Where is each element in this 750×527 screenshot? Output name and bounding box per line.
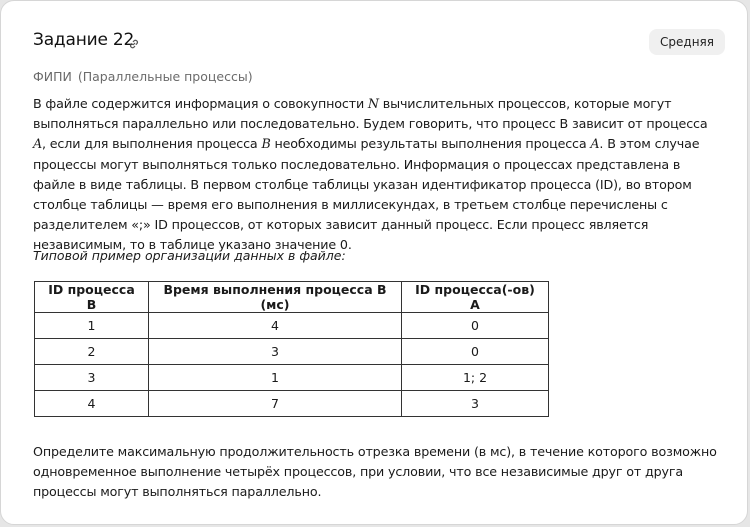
cell-deps: 3 [402,391,549,417]
cell-deps: 0 [402,313,549,339]
link-icon[interactable] [128,35,140,47]
description-text: . В этом случае процессы могут выполняться только последовательно. Информация о процессах представлена в файле в виде таблицы. В первом столбце таблицы указан идентификатор процесса (ID), во втором столбце таблицы — время его выполнения в миллисекундах, в третьем столбце перечислены с разделителем «;» ID процессов, от которых зависит данный процесс. Если процесс является независимым, то в таблице указано значение 0. [33,136,700,253]
cell-id: 1 [35,313,149,339]
task-title: Задание 22 [33,30,135,50]
math-a: A [33,136,43,152]
table-header-row [35,282,549,313]
source-topic: (Параллельные процессы) [77,69,253,84]
cell-deps: 1; 2 [402,365,549,391]
table-row [35,313,549,339]
cell-id: 4 [35,391,149,417]
task-source [33,69,253,84]
table-row [35,339,549,365]
math-n: N [367,96,379,111]
source-org: ФИПИ [33,69,72,84]
process-table [34,281,549,417]
cell-time: 4 [149,313,402,339]
math-b: B [261,136,271,152]
math-a: A [590,136,600,152]
description-text: необходимы результаты выполнения процесса [270,136,591,152]
cell-time: 3 [149,339,402,365]
table-row [35,391,549,417]
header-process-id: ID процесса B [35,282,149,313]
cell-id: 3 [35,365,149,391]
description-text: , если для выполнения процесса [42,136,262,152]
description-text: В файле содержится информация о совокупности [33,96,368,111]
difficulty-badge: Средняя [649,29,725,55]
cell-id: 2 [35,339,149,365]
task-description [33,94,723,256]
cell-deps: 0 [402,339,549,365]
header-dependencies: ID процесса(-ов) A [402,282,549,313]
example-caption: Типовой пример организации данных в файле: [33,248,346,263]
description-text: вычислительных процессов, которые могут выполняться параллельно или последовательно. Будем говорить, что процесс B зависит от процесса [33,96,708,132]
cell-time: 1 [149,365,402,391]
header-exec-time: Время выполнения процесса B (мс) [149,282,402,313]
task-question: Определите максимальную продолжительность отрезка времени (в мс), в течение которого возможно одновременное выполнение четырёх процессов, при условии, что все независимые друг от друга процессы могут выполняться параллельно. [33,444,717,500]
table-row [35,365,549,391]
cell-time: 7 [149,391,402,417]
